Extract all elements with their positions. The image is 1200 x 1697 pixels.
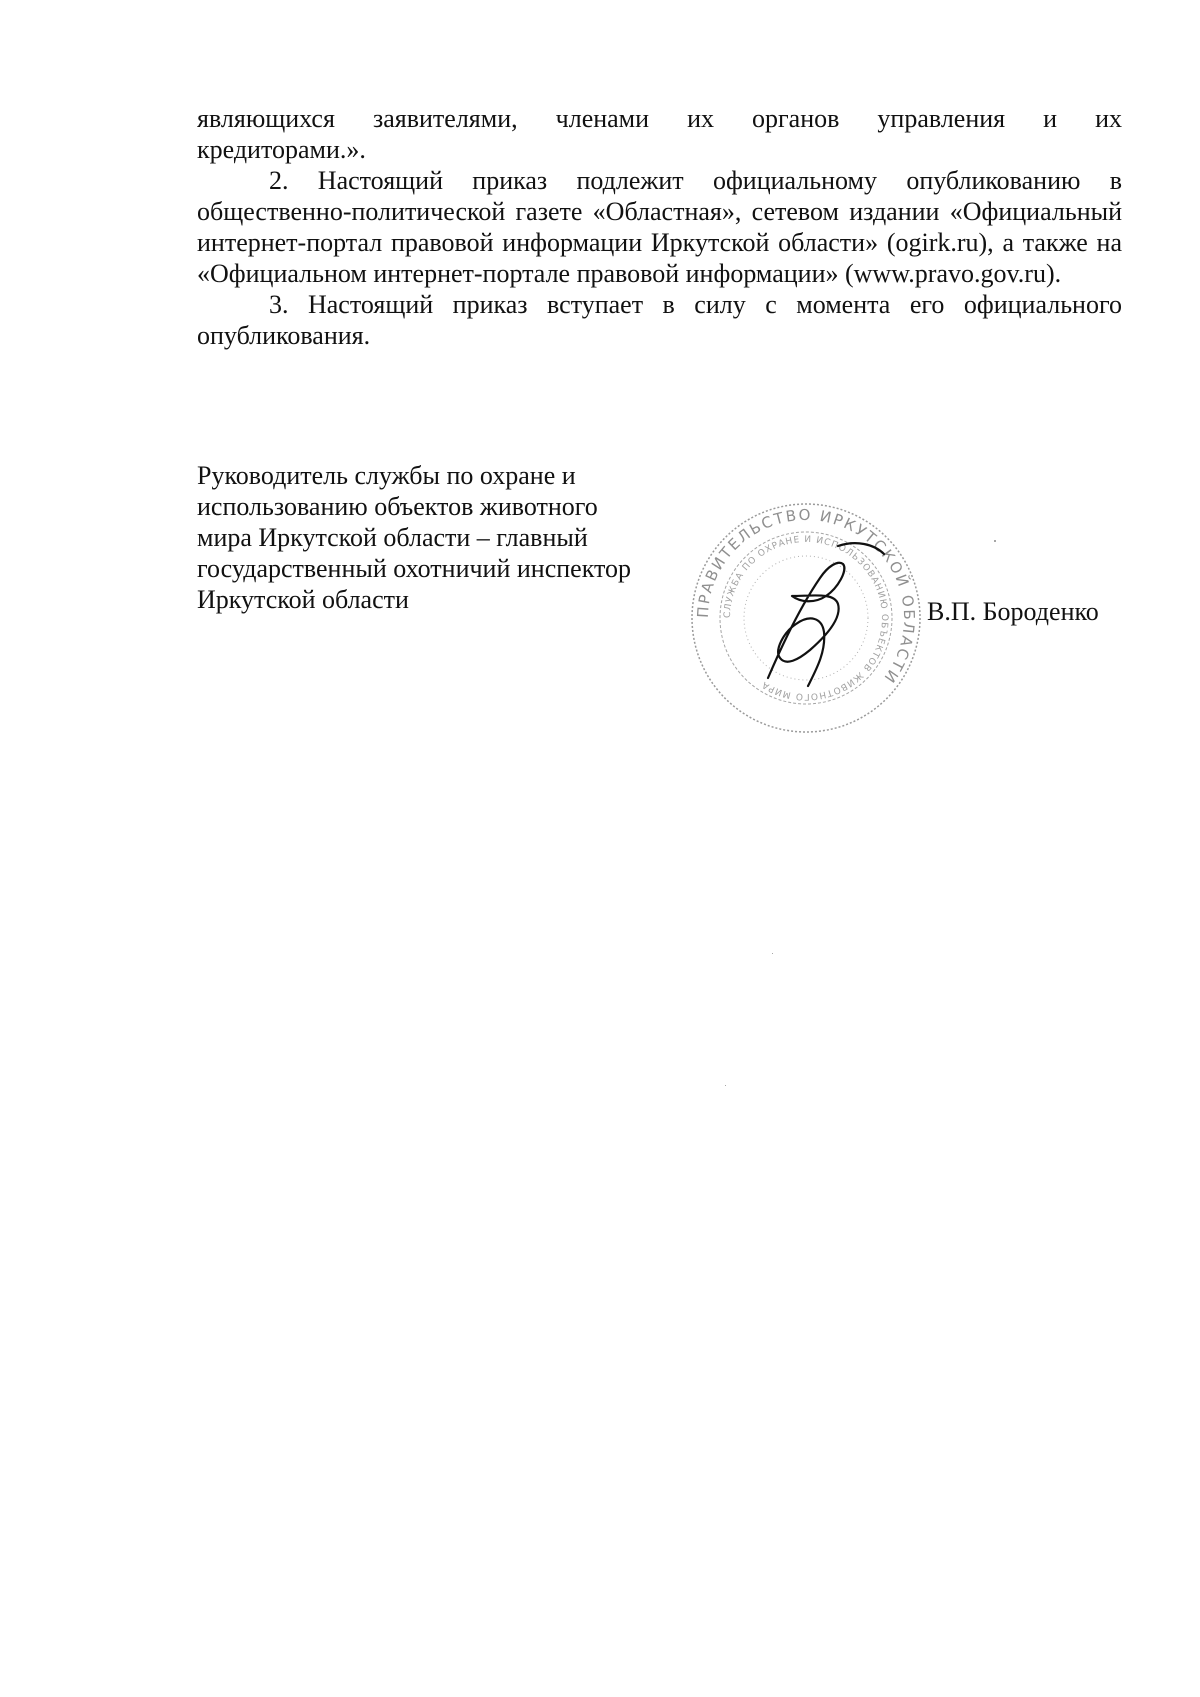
continuation-line-1: являющихся заявителями, членами их органов управления и их bbox=[197, 104, 1122, 133]
document-body bbox=[197, 103, 1122, 351]
position-line-3: мира Иркутской области – главный bbox=[197, 523, 588, 552]
official-seal bbox=[688, 500, 924, 736]
continuation-paragraph-end bbox=[197, 134, 1122, 165]
position-line-5: Иркутской области bbox=[197, 585, 409, 614]
signatory-name: В.П. Бороденко bbox=[927, 597, 1099, 626]
position-line-2: использованию объектов животного bbox=[197, 492, 598, 521]
scan-speck bbox=[994, 540, 996, 542]
seal-inner-text: СЛУЖБА ПО ОХРАНЕ И ИСПОЛЬЗОВАНИЮ ОБЪЕКТОВ ЖИВОТНОГО МИРА bbox=[722, 534, 890, 702]
scan-speck bbox=[725, 1085, 726, 1086]
seal-outer-text: ПРАВИТЕЛЬСТВО ИРКУТСКОЙ ОБЛАСТИ bbox=[693, 505, 919, 688]
continuation-paragraph bbox=[197, 103, 1122, 134]
paragraph-2: 2. Настоящий приказ подлежит официальному опубликованию в общественно-политической газете «Областная», сетевом издании «Официальный интернет-портал правовой информации Иркутской области» (ogirk.ru), а также на «Официальном интернет-портале правовой информации» (www.pravo.gov.ru). bbox=[197, 166, 1122, 288]
signatory-position bbox=[197, 460, 697, 615]
continuation-line-2: кредиторами.». bbox=[197, 135, 366, 164]
position-line-4: государственный охотничий инспектор bbox=[197, 554, 632, 583]
position-line-1: Руководитель службы по охране и bbox=[197, 461, 576, 490]
scan-speck bbox=[772, 953, 773, 954]
paragraph-3: 3. Настоящий приказ вступает в силу с момента его официального опубликования. bbox=[197, 290, 1122, 350]
